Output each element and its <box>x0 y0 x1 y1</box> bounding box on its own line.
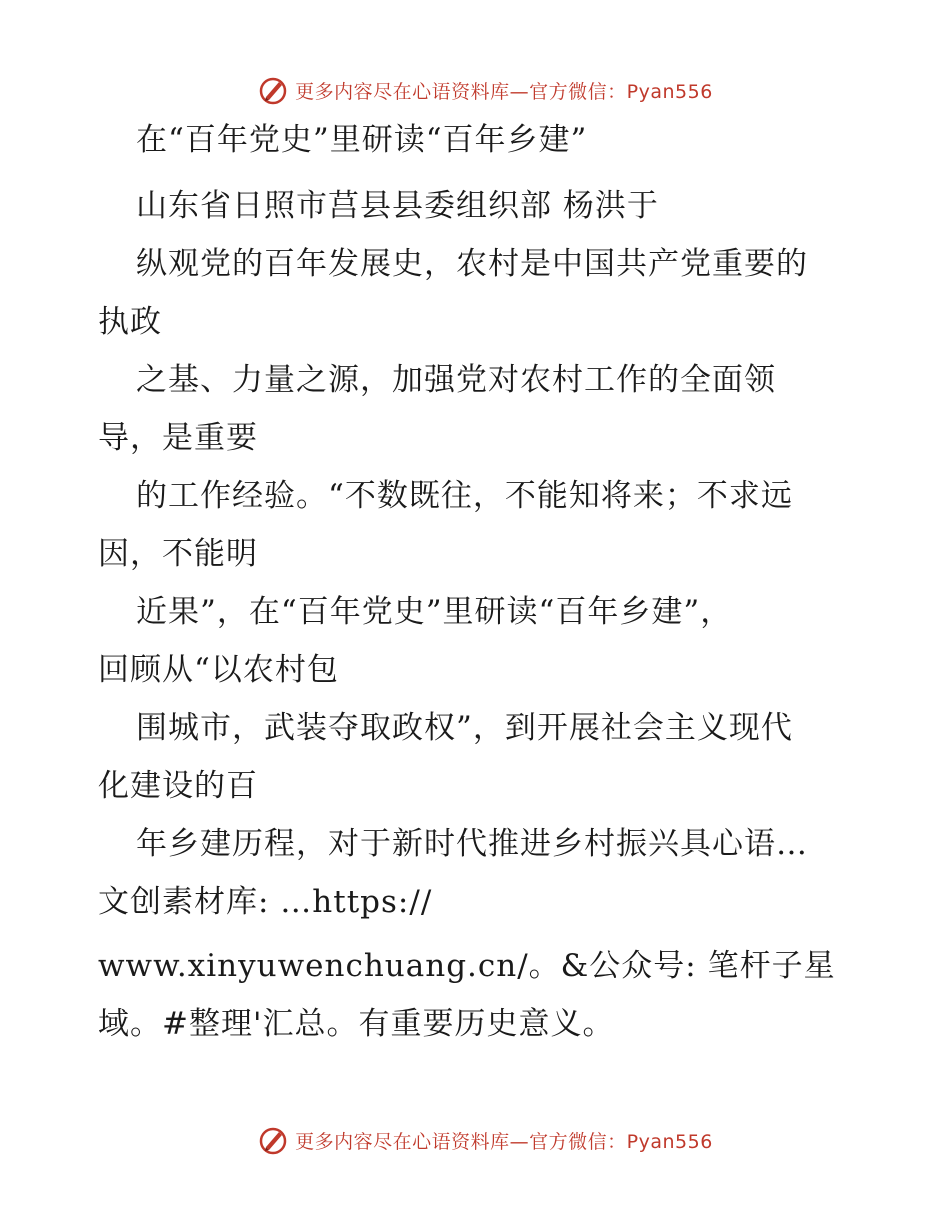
text-line: 导，是重要 <box>98 420 258 456</box>
text-line: 之基、力量之源，加强党对农村工作的全面领 <box>136 362 776 398</box>
text-line: 的工作经验。“不数既往，不能知将来；不求远 <box>136 478 793 514</box>
text-line: 围城市，武装夺取政权”，到开展社会主义现代 <box>136 710 793 746</box>
text-line: 年乡建历程，对于新时代推进乡村振兴具心语… <box>136 826 808 862</box>
document-title: 在“百年党史”里研读“百年乡建” <box>136 122 588 158</box>
text-line: www.xinyuwenchuang.cn/。&公众号: 笔杆子星 <box>98 948 836 984</box>
footer-banner-inner <box>257 1124 713 1156</box>
pen-logo-icon <box>257 74 289 106</box>
text-line: 纵观党的百年发展史，农村是中国共产党重要的 <box>136 246 808 282</box>
header-banner <box>0 70 950 110</box>
text-line: 执政 <box>98 304 162 340</box>
text-line: 近果”，在“百年党史”里研读“百年乡建”， <box>136 594 733 630</box>
text-line: 因，不能明 <box>98 536 258 572</box>
pen-logo-icon <box>257 1124 289 1156</box>
text-line: 域。#整理'汇总。有重要历史意义。 <box>98 1006 615 1042</box>
footer-banner-text: 更多内容尽在心语资料库—官方微信：Pyan556 <box>295 1130 713 1153</box>
footer-banner <box>0 1120 950 1160</box>
header-banner-text: 更多内容尽在心语资料库—官方微信：Pyan556 <box>295 80 713 103</box>
text-line: 回顾从“以农村包 <box>98 652 339 688</box>
header-banner-inner <box>257 74 713 106</box>
document-author: 山东省日照市莒县县委组织部 杨洪于 <box>136 188 659 224</box>
text-line: 文创素材库: …https:// <box>98 884 433 920</box>
text-line: 化建设的百 <box>98 768 258 804</box>
